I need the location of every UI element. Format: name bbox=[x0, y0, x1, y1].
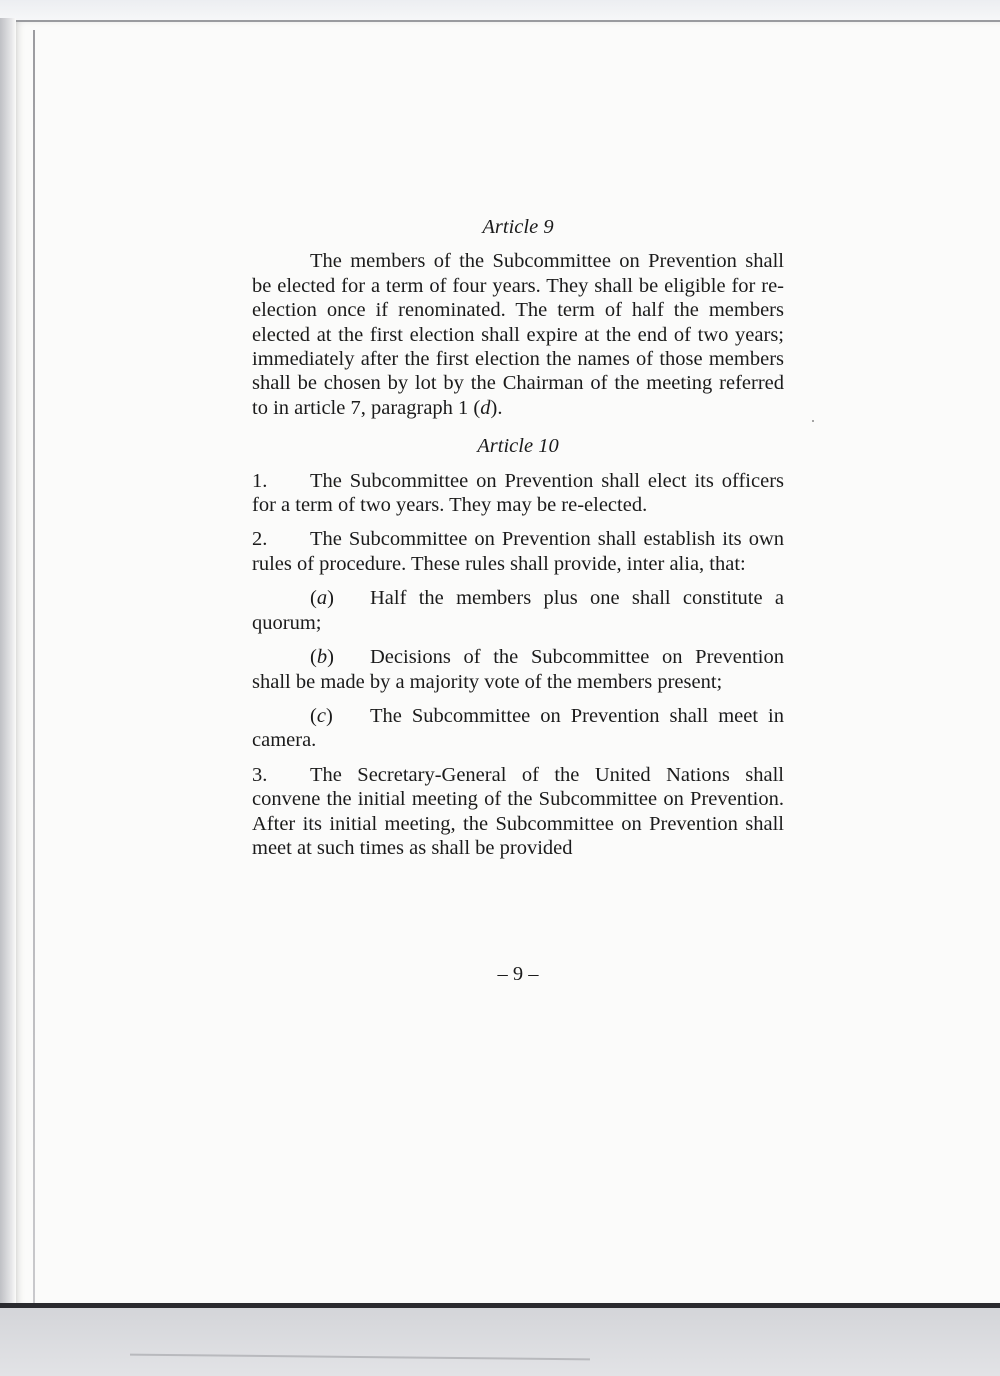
article-10-paragraph-3 bbox=[252, 763, 784, 861]
article-9-paragraph-ref: d bbox=[480, 396, 491, 419]
binding-line bbox=[33, 30, 35, 1305]
paragraph-text: The Subcommittee on Prevention shall establish its own rules of procedure. These rules shall provide, inter alia, that: bbox=[252, 528, 784, 575]
article-9-body-end: ). bbox=[490, 396, 503, 419]
page-number: – 9 – bbox=[497, 963, 539, 985]
scan-speck bbox=[812, 420, 814, 422]
paragraph-number: 1. bbox=[252, 469, 268, 492]
article-9-body: The members of the Subcommittee on Prevention shall be elected for a term of four years. They shall be eligible for re-election once if renominated. The term of half the members elected at the first election shall expire at the end of two years; immediately after the first election the names of those members shall be chosen by lot by the Chairman of the meeting referred to in article 7, paragraph 1 ( bbox=[252, 250, 784, 419]
sub-item-label: (b) bbox=[310, 646, 334, 669]
sub-item-text: Decisions of the Subcommittee on Prevention shall be made by a majority vote of the members present; bbox=[252, 646, 784, 693]
sub-item-c bbox=[252, 704, 784, 753]
sub-item-text: The Subcommittee on Prevention shall meet in camera. bbox=[252, 704, 784, 752]
sub-item-b bbox=[252, 645, 784, 694]
binding-shadow bbox=[0, 18, 16, 1308]
sub-item-text: Half the members plus one shall constitute a quorum; bbox=[252, 587, 784, 634]
scan-bottom-area bbox=[0, 1308, 1000, 1376]
article-10-heading: Article 10 bbox=[477, 435, 559, 458]
scan-top-edge bbox=[0, 0, 1000, 22]
paragraph-number: 2. bbox=[252, 528, 268, 551]
sub-item-label: (c) bbox=[310, 704, 333, 727]
sub-item-a bbox=[252, 586, 784, 635]
paragraph-text: The Secretary-General of the United Nations shall convene the initial meeting of the Subcommittee on Prevention. After its initial meeting, the Subcommittee on Prevention shall meet at such times as shall be provided bbox=[252, 763, 784, 859]
article-10-paragraph-2 bbox=[252, 527, 784, 576]
article-9-paragraph bbox=[252, 249, 784, 420]
paragraph-text: The Subcommittee on Prevention shall elect its officers for a term of two years. They may be re-elected. bbox=[252, 469, 784, 517]
document-text bbox=[252, 215, 784, 870]
article-10-paragraph-1 bbox=[252, 469, 784, 518]
article-9-heading: Article 9 bbox=[482, 216, 554, 238]
sub-item-label: (a) bbox=[310, 587, 334, 610]
paragraph-number: 3. bbox=[252, 763, 268, 786]
